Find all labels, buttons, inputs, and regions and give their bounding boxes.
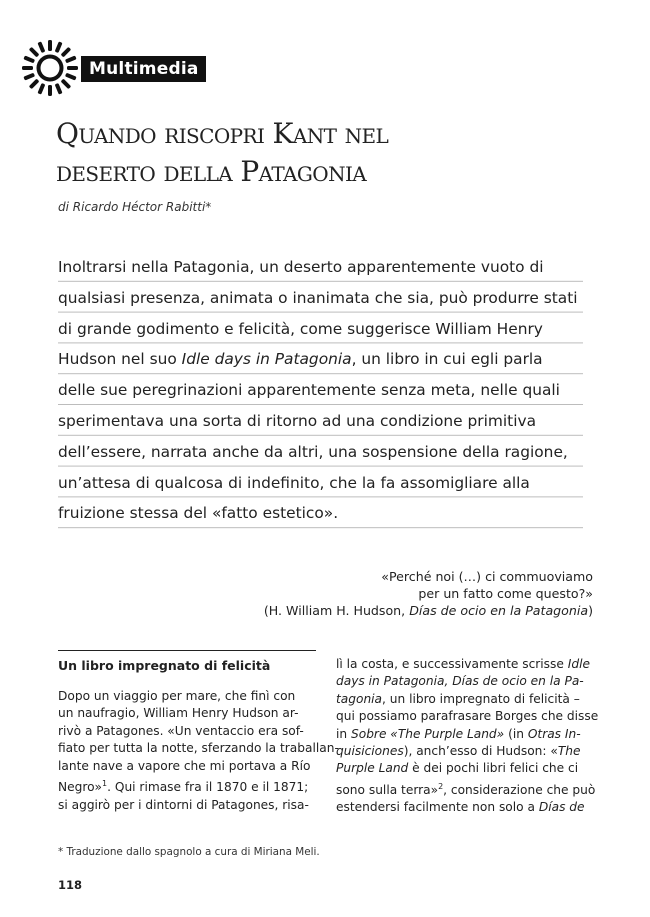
article-title xyxy=(56,115,626,191)
sun-ray xyxy=(55,41,63,53)
footnote: * Traduzione dallo spagnolo a cura di Miriana Meli. xyxy=(58,846,320,858)
sun-ray xyxy=(29,79,40,90)
page-number: 118 xyxy=(58,878,83,892)
text-line: days in Patagonia, Días de ocio en la Pa- xyxy=(336,674,584,689)
text-line: tagonia, un libro impregnato di felicità – xyxy=(336,691,580,706)
author-byline: di Ricardo Héctor Rabitti* xyxy=(58,200,212,214)
footnote-ref-2: 2 xyxy=(438,781,444,791)
text-line: Purple Land è dei pochi libri felici che ci xyxy=(336,761,579,776)
epigraph-line-1: «Perché noi (…) ci commuoviamo xyxy=(381,569,593,584)
sun-icon xyxy=(20,38,80,98)
text-line: quisiciones), anch’esso di Hudson: «The xyxy=(336,744,581,759)
body-paragraph-right xyxy=(336,656,599,817)
sun-ray xyxy=(22,66,33,70)
text-line: lì la costa, e successivamente scrisse Idle xyxy=(336,657,590,671)
section-rule xyxy=(58,650,316,651)
title-line-1: Quando riscopri Kant nel xyxy=(56,117,389,150)
sun-ray xyxy=(67,66,78,70)
sun-ray xyxy=(48,40,52,51)
left-column xyxy=(58,650,339,814)
text-line: lante nave a vapore che mi portava a Río xyxy=(58,758,311,773)
sun-ray xyxy=(23,55,35,63)
text-line: estendersi facilmente non solo a Días de xyxy=(336,800,585,815)
body-paragraph-left xyxy=(58,688,339,814)
epigraph-source: (H. William H. Hudson, Días de ocio en la Patagonia) xyxy=(263,603,593,618)
text-line: Negro»$^1$. Qui rimase fra il 1870 e il 1871; xyxy=(58,779,309,795)
footnote-ref-1: 1 xyxy=(102,779,108,789)
sun-ray xyxy=(23,73,35,81)
lead-paragraph xyxy=(58,252,583,529)
sun-ray xyxy=(65,73,77,81)
text-line: sono sulla terra»$^2$, considerazione che può xyxy=(336,781,596,797)
sun-ray xyxy=(65,55,77,63)
right-column xyxy=(336,656,599,817)
sun-ray xyxy=(48,85,52,96)
text-line: rivò a Patagones. «Un ventaccio era sof- xyxy=(58,723,304,738)
title-line-2: deserto della Patagonia xyxy=(56,155,367,188)
lead-text-1: Inoltrarsi nella Patagonia, un deserto apparentemente vuoto di qualsiasi presenza, animata o inanimata che sia, può produrre stati di grande godimento e felicità, come suggerisce William Henry Hudson nel suo xyxy=(58,258,578,369)
sun-ray xyxy=(55,83,63,95)
text-line: Dopo un viaggio per mare, che finì con xyxy=(58,689,296,703)
text-line: fiato per tutta la notte, sferzando la traballan- xyxy=(58,741,339,756)
epigraph xyxy=(200,568,593,619)
text-line: un naufragio, William Henry Hudson ar- xyxy=(58,706,299,721)
sun-ray xyxy=(37,41,45,53)
epigraph-line-2: per un fatto come questo?» xyxy=(418,586,593,601)
sun-ray xyxy=(61,79,72,90)
section-label: Multimedia xyxy=(81,56,206,82)
subheading: Un libro impregnato di felicità xyxy=(58,658,271,673)
text-line: si aggirò per i dintorni di Patagones, risa- xyxy=(58,797,309,812)
sun-ray xyxy=(61,47,72,58)
text-line: qui possiamo parafrasare Borges che disse xyxy=(336,709,599,724)
text-line: in Sobre «The Purple Land» (in Otras In- xyxy=(336,726,581,741)
lead-book-title: Idle days in Patagonia xyxy=(181,350,352,369)
sun-ray xyxy=(29,47,40,58)
lead-text-2: , un libro in cui egli parla delle sue peregrinazioni apparentemente senza meta, nelle quali sperimentava una sorta di ritorno ad una condizione primitiva dell’essere, narrata anche da altri, una sospensione della ragione, un’attesa di qualcosa di indefinito, che la fa assomigliare alla fruizione stessa del «fatto estetico». xyxy=(58,350,568,523)
sun-ray xyxy=(37,83,45,95)
